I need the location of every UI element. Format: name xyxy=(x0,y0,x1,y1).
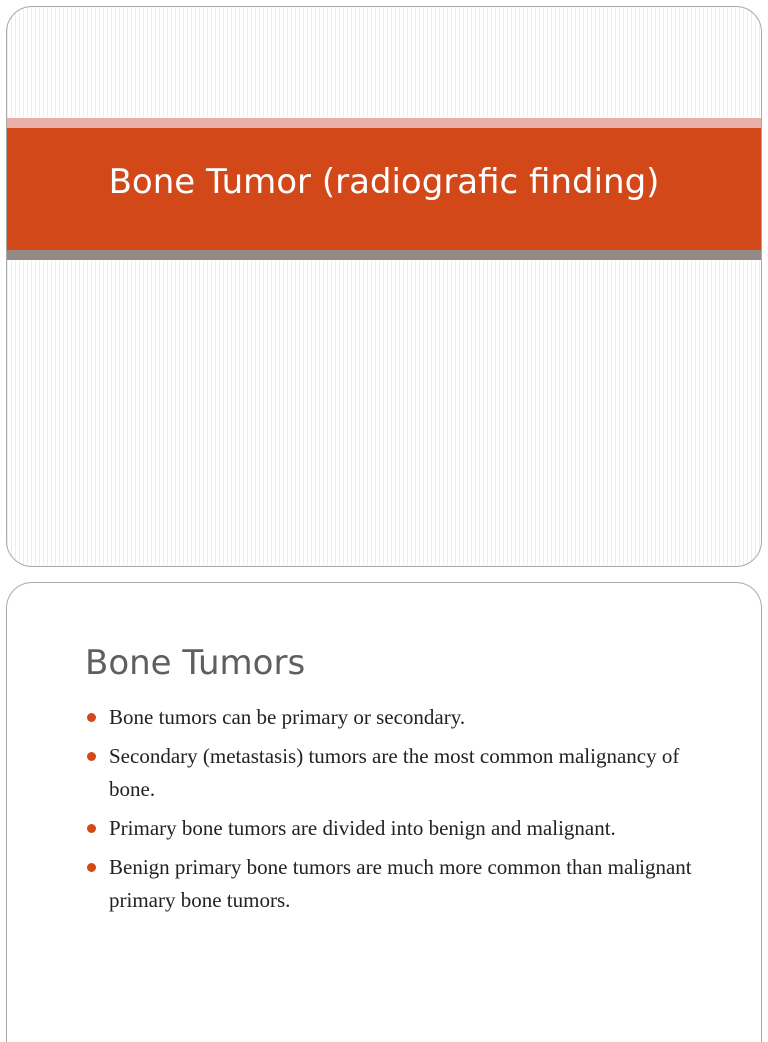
slide-heading: Bone Tumors xyxy=(85,643,306,683)
bullet-text: Benign primary bone tumors are much more common than malignant primary bone tumors. xyxy=(109,855,692,912)
title-band xyxy=(7,128,761,250)
bullet-text: Secondary (metastasis) tumors are the most common malignancy of bone. xyxy=(109,744,680,801)
bullet-text: Primary bone tumors are divided into benign and malignant. xyxy=(109,816,616,840)
bullet-dot-icon xyxy=(87,824,96,833)
slide-title: Bone Tumor (radiografic finding) xyxy=(108,162,660,202)
title-band-top-stripe xyxy=(7,118,761,128)
bullet-dot-icon xyxy=(87,752,96,761)
bullet-item xyxy=(85,740,725,806)
bullet-item xyxy=(85,851,725,917)
content-slide xyxy=(6,582,762,1042)
bullet-text: Bone tumors can be primary or secondary. xyxy=(109,705,466,729)
bullet-dot-icon xyxy=(87,713,96,722)
bullet-item xyxy=(85,812,725,845)
bullet-dot-icon xyxy=(87,863,96,872)
title-slide xyxy=(6,6,762,567)
title-band-bottom-stripe xyxy=(7,250,761,260)
bullet-item xyxy=(85,701,725,734)
bullet-list xyxy=(85,701,725,923)
